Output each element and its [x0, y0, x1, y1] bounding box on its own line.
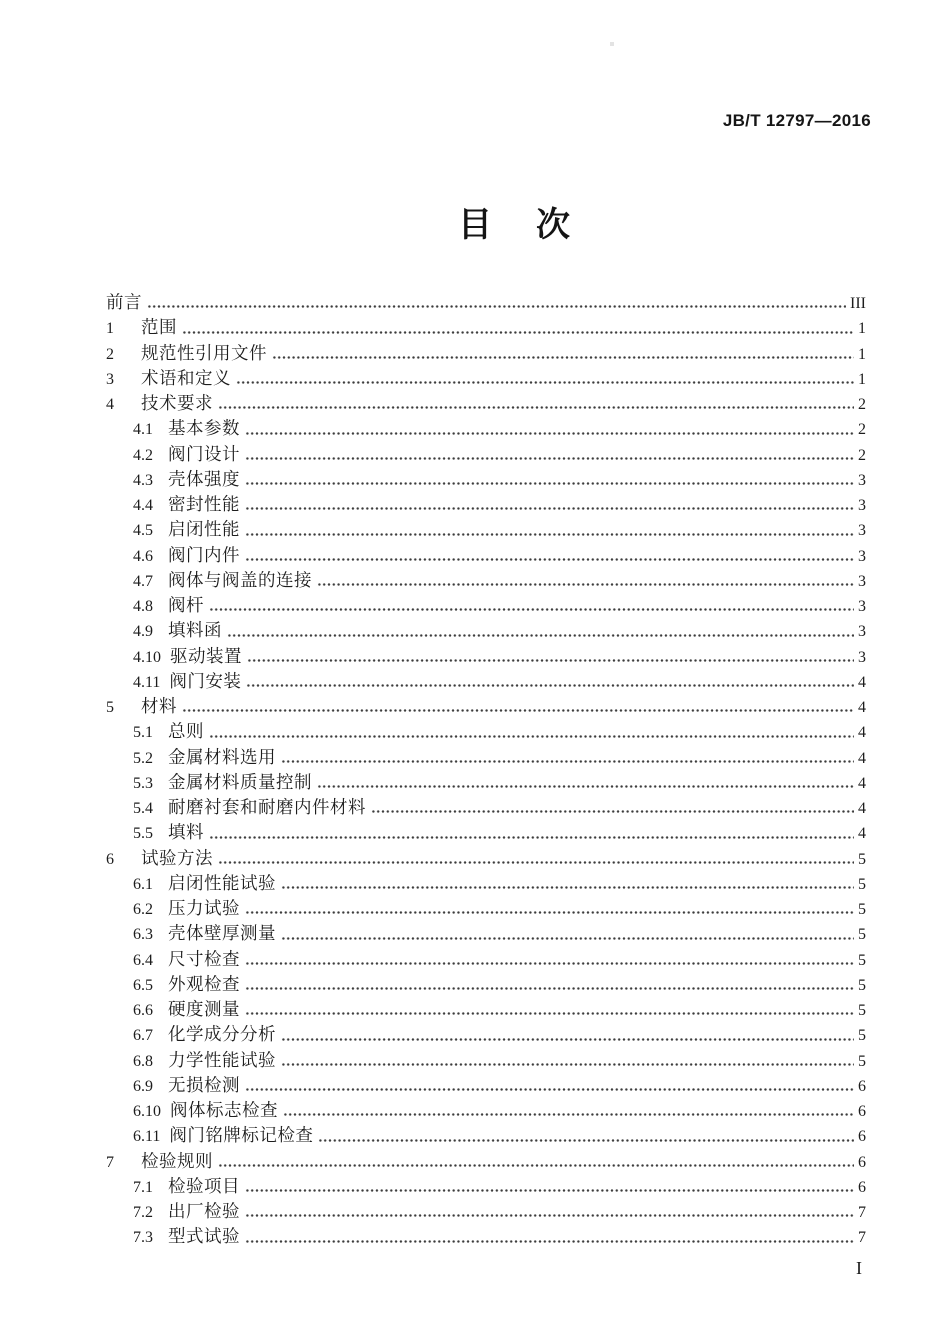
dot-leader: [312, 769, 856, 794]
toc-entry: [106, 1148, 866, 1173]
toc-entry-label: 前言: [106, 292, 142, 312]
toc-entry-number: 4.7: [133, 572, 153, 590]
toc-entry-label: 阀门安装: [169, 670, 242, 691]
toc-entry-page: 4: [858, 825, 866, 843]
dot-leader: [213, 845, 856, 870]
toc-entry-label: 材料: [141, 696, 177, 716]
toc-entry-page: 6: [858, 1153, 866, 1171]
toc-entry-number: 4.6: [133, 547, 153, 565]
toc-entry-label: 基本参数: [168, 418, 240, 439]
toc-entry-label: 总则: [168, 721, 204, 742]
dot-leader: [222, 617, 856, 642]
toc-entry: [106, 971, 866, 996]
toc-entry: [106, 1173, 866, 1198]
toc-entry: [106, 1198, 866, 1223]
toc-entry-number: 5.1: [133, 724, 153, 742]
dot-leader: [240, 1173, 856, 1198]
toc-entry-number: 4.4: [133, 497, 153, 514]
toc-entry: [106, 415, 866, 440]
toc-entry-number: 4.1: [133, 421, 153, 439]
toc-entry-label: 耐磨衬套和耐磨内件材料: [168, 797, 366, 817]
toc-entry-page: 3: [858, 648, 866, 666]
toc-entry-number: 7.3: [133, 1229, 153, 1247]
dot-leader: [240, 1198, 856, 1223]
toc-entry-number: 6.1: [133, 875, 153, 893]
dot-leader: [276, 1047, 856, 1072]
toc-entry: [106, 668, 866, 693]
toc-entry: [106, 516, 866, 541]
dot-leader: [240, 491, 856, 516]
toc-entry: [106, 617, 866, 642]
toc-entry: [106, 289, 866, 314]
toc-entry-label: 外观检查: [168, 973, 240, 994]
toc-entry-number: 5.3: [133, 774, 153, 792]
toc-entry-label: 化学成分分析: [168, 1024, 276, 1045]
toc-entry-page: 6: [858, 1178, 866, 1196]
toc-entry-page: 5: [858, 901, 866, 918]
toc-entry: [106, 643, 866, 668]
toc-entry-label: 填料: [168, 822, 204, 843]
toc-entry: [106, 1047, 866, 1072]
toc-entry-number: 7: [106, 1153, 114, 1171]
toc-entry-label: 出厂检验: [168, 1201, 240, 1221]
toc-entry-number: 6.11: [133, 1128, 161, 1146]
toc-entry-number: 6.6: [133, 1002, 153, 1019]
toc-entry-number: 5.4: [133, 800, 153, 817]
toc-entry-number: 6: [106, 850, 114, 868]
toc-entry: [106, 314, 866, 339]
toc-entry-label: 壳体强度: [168, 468, 240, 489]
toc-entry-page: 3: [858, 623, 866, 641]
toc-entry-number: 5: [106, 699, 114, 716]
toc-entry-number: 4.2: [133, 446, 153, 464]
toc-entry-page: 3: [858, 598, 866, 615]
toc-entry: [106, 491, 866, 516]
toc-entry-label: 阀体与阀盖的连接: [168, 569, 312, 590]
toc-entry: [106, 1223, 866, 1248]
toc-entry-label: 填料函: [168, 620, 222, 641]
dot-leader: [240, 946, 856, 971]
dot-leader: [240, 441, 856, 466]
toc-entry: [106, 466, 866, 491]
toc-entry-label: 金属材料质量控制: [168, 771, 312, 792]
toc-entry-label: 压力试验: [168, 898, 240, 918]
toc-entry-page: 5: [858, 1052, 866, 1070]
toc-entry-label: 驱动装置: [170, 645, 242, 666]
toc-entry-page: 2: [858, 421, 866, 439]
toc-entry-number: 4.10: [133, 648, 161, 666]
dot-leader: [267, 340, 856, 365]
dot-leader: [241, 668, 856, 693]
toc-entry: [106, 996, 866, 1021]
toc-entry-label: 试验方法: [141, 847, 213, 868]
toc-entry-number: 4.9: [133, 623, 153, 641]
toc-entry-number: 6.5: [133, 976, 153, 994]
toc-entry-page: 6: [858, 1103, 866, 1120]
dot-leader: [240, 996, 856, 1021]
toc-entry-page: 7: [858, 1229, 866, 1247]
toc-entry: [106, 794, 866, 819]
toc-entry-page: 6: [858, 1077, 866, 1095]
toc-entry: [106, 365, 866, 390]
toc-entry: [106, 895, 866, 920]
toc-entry: [106, 567, 866, 592]
toc-entry-page: 4: [858, 699, 866, 716]
dot-leader: [240, 1223, 856, 1248]
toc-entry-page: 5: [858, 926, 866, 944]
toc-entry-label: 硬度测量: [168, 999, 240, 1019]
dot-leader: [313, 1122, 856, 1147]
toc-entry-number: 6.2: [133, 901, 153, 918]
dot-leader: [231, 365, 856, 390]
toc-entry-number: 1: [106, 320, 114, 338]
toc-entry-label: 力学性能试验: [168, 1049, 276, 1070]
dot-leader: [240, 895, 856, 920]
toc-entry-number: 4.3: [133, 471, 153, 489]
toc-entry-label: 阀杆: [168, 595, 204, 615]
toc-entry: [106, 769, 866, 794]
toc-entry-page: 5: [858, 850, 866, 868]
toc-entry-page: 5: [858, 875, 866, 893]
toc-entry-number: 5.2: [133, 749, 153, 767]
toc-entry-number: 2: [106, 345, 114, 363]
standard-code: JB/T 12797—2016: [722, 111, 871, 130]
toc-entry-number: 4.8: [133, 598, 153, 615]
toc-entry-label: 技术要求: [141, 393, 213, 413]
dot-leader: [240, 542, 856, 567]
toc-entry-number: 7.2: [133, 1204, 153, 1221]
toc-entry-page: III: [850, 295, 866, 312]
dot-leader: [177, 693, 856, 718]
toc-entry-number: 6.10: [133, 1103, 161, 1120]
toc-entry-page: 4: [858, 800, 866, 817]
toc-entry-page: 3: [858, 547, 866, 565]
toc-entry: [106, 744, 866, 769]
toc-entry-page: 4: [858, 749, 866, 767]
toc-entry: [106, 1021, 866, 1046]
toc-entry-label: 检验规则: [141, 1150, 213, 1171]
toc-entry-number: 6.4: [133, 951, 153, 969]
toc-entry-label: 检验项目: [168, 1175, 240, 1196]
toc-entry-number: 7.1: [133, 1178, 153, 1196]
dot-leader: [276, 920, 856, 945]
dot-leader: [240, 1072, 856, 1097]
dot-leader: [276, 1021, 856, 1046]
toc-entry: [106, 542, 866, 567]
toc-entry-number: 6.3: [133, 926, 153, 944]
dot-leader: [213, 1148, 856, 1173]
toc-entry: [106, 946, 866, 971]
toc-entry-page: 2: [858, 396, 866, 413]
toc-entry: [106, 819, 866, 844]
page-title: [458, 206, 570, 245]
toc-entry-page: 4: [858, 673, 866, 691]
toc-entry-label: 金属材料选用: [168, 746, 276, 767]
toc-entry-label: 型式试验: [168, 1226, 240, 1247]
toc-entry-label: 启闭性能试验: [168, 872, 276, 893]
dot-leader: [278, 1097, 856, 1122]
page-number: I: [856, 1258, 862, 1278]
dot-leader: [276, 744, 856, 769]
page-title-char-1: 目: [458, 206, 492, 244]
toc-entry-page: 5: [858, 1027, 866, 1045]
toc-entry-label: 阀体标志检查: [170, 1100, 278, 1120]
page-title-char-2: 次: [536, 206, 570, 244]
toc-entry: [106, 1097, 866, 1122]
toc-entry-page: 7: [858, 1204, 866, 1221]
toc-entry-number: 6.7: [133, 1027, 153, 1045]
toc-entry-label: 尺寸检查: [168, 948, 240, 969]
toc-entry: [106, 1072, 866, 1097]
toc-entry: [106, 870, 866, 895]
toc-entry: [106, 693, 866, 718]
toc-entry-number: 5.5: [133, 825, 153, 843]
toc-entry: [106, 845, 866, 870]
toc-entry-page: 4: [858, 774, 866, 792]
scan-artifact-dot: [610, 42, 614, 46]
toc-list: [106, 289, 866, 1249]
toc-entry: [106, 390, 866, 415]
toc-entry-number: 4.5: [133, 522, 153, 540]
toc-entry-page: 1: [858, 370, 866, 388]
toc-entry-page: 5: [858, 976, 866, 994]
dot-leader: [204, 592, 856, 617]
toc-entry-page: 4: [858, 724, 866, 742]
dot-leader: [312, 567, 856, 592]
toc-entry-label: 范围: [141, 317, 177, 338]
toc-entry-page: 2: [858, 446, 866, 464]
toc-entry-page: 6: [858, 1128, 866, 1146]
toc-entry-page: 1: [858, 320, 866, 338]
toc-entry-page: 3: [858, 471, 866, 489]
toc-entry-label: 阀门内件: [168, 544, 240, 565]
toc-entry-page: 3: [858, 497, 866, 514]
toc-entry-number: 4.11: [133, 673, 161, 691]
dot-leader: [276, 870, 856, 895]
toc-entry-number: 6.9: [133, 1077, 153, 1095]
toc-entry-page: 1: [858, 345, 866, 363]
toc-entry-label: 规范性引用文件: [141, 342, 267, 363]
dot-leader: [142, 289, 848, 314]
dot-leader: [204, 718, 856, 743]
toc-entry-page: 5: [858, 951, 866, 969]
toc-entry-label: 阀门铭牌标记检查: [169, 1125, 314, 1146]
toc-entry-label: 阀门设计: [168, 443, 240, 464]
toc-entry: [106, 920, 866, 945]
toc-entry-number: 4: [106, 396, 114, 413]
toc-entry-number: 6.8: [133, 1052, 153, 1070]
dot-leader: [240, 415, 856, 440]
toc-entry-number: 3: [106, 370, 114, 388]
toc-entry-label: 启闭性能: [168, 519, 240, 540]
dot-leader: [240, 516, 856, 541]
dot-leader: [240, 971, 856, 996]
toc-entry: [106, 441, 866, 466]
dot-leader: [240, 466, 856, 491]
dot-leader: [204, 819, 856, 844]
toc-entry: [106, 1122, 866, 1147]
dot-leader: [177, 314, 856, 339]
dot-leader: [242, 643, 856, 668]
toc-entry-label: 壳体壁厚测量: [168, 923, 276, 944]
toc-entry-label: 密封性能: [168, 494, 240, 514]
dot-leader: [366, 794, 856, 819]
toc-entry-page: 3: [858, 522, 866, 540]
dot-leader: [213, 390, 856, 415]
toc-entry: [106, 592, 866, 617]
toc-entry: [106, 340, 866, 365]
toc-entry-page: 5: [858, 1002, 866, 1019]
toc-entry-label: 无损检测: [168, 1074, 240, 1095]
toc-entry-label: 术语和定义: [141, 367, 231, 388]
toc-entry-page: 3: [858, 572, 866, 590]
toc-entry: [106, 718, 866, 743]
